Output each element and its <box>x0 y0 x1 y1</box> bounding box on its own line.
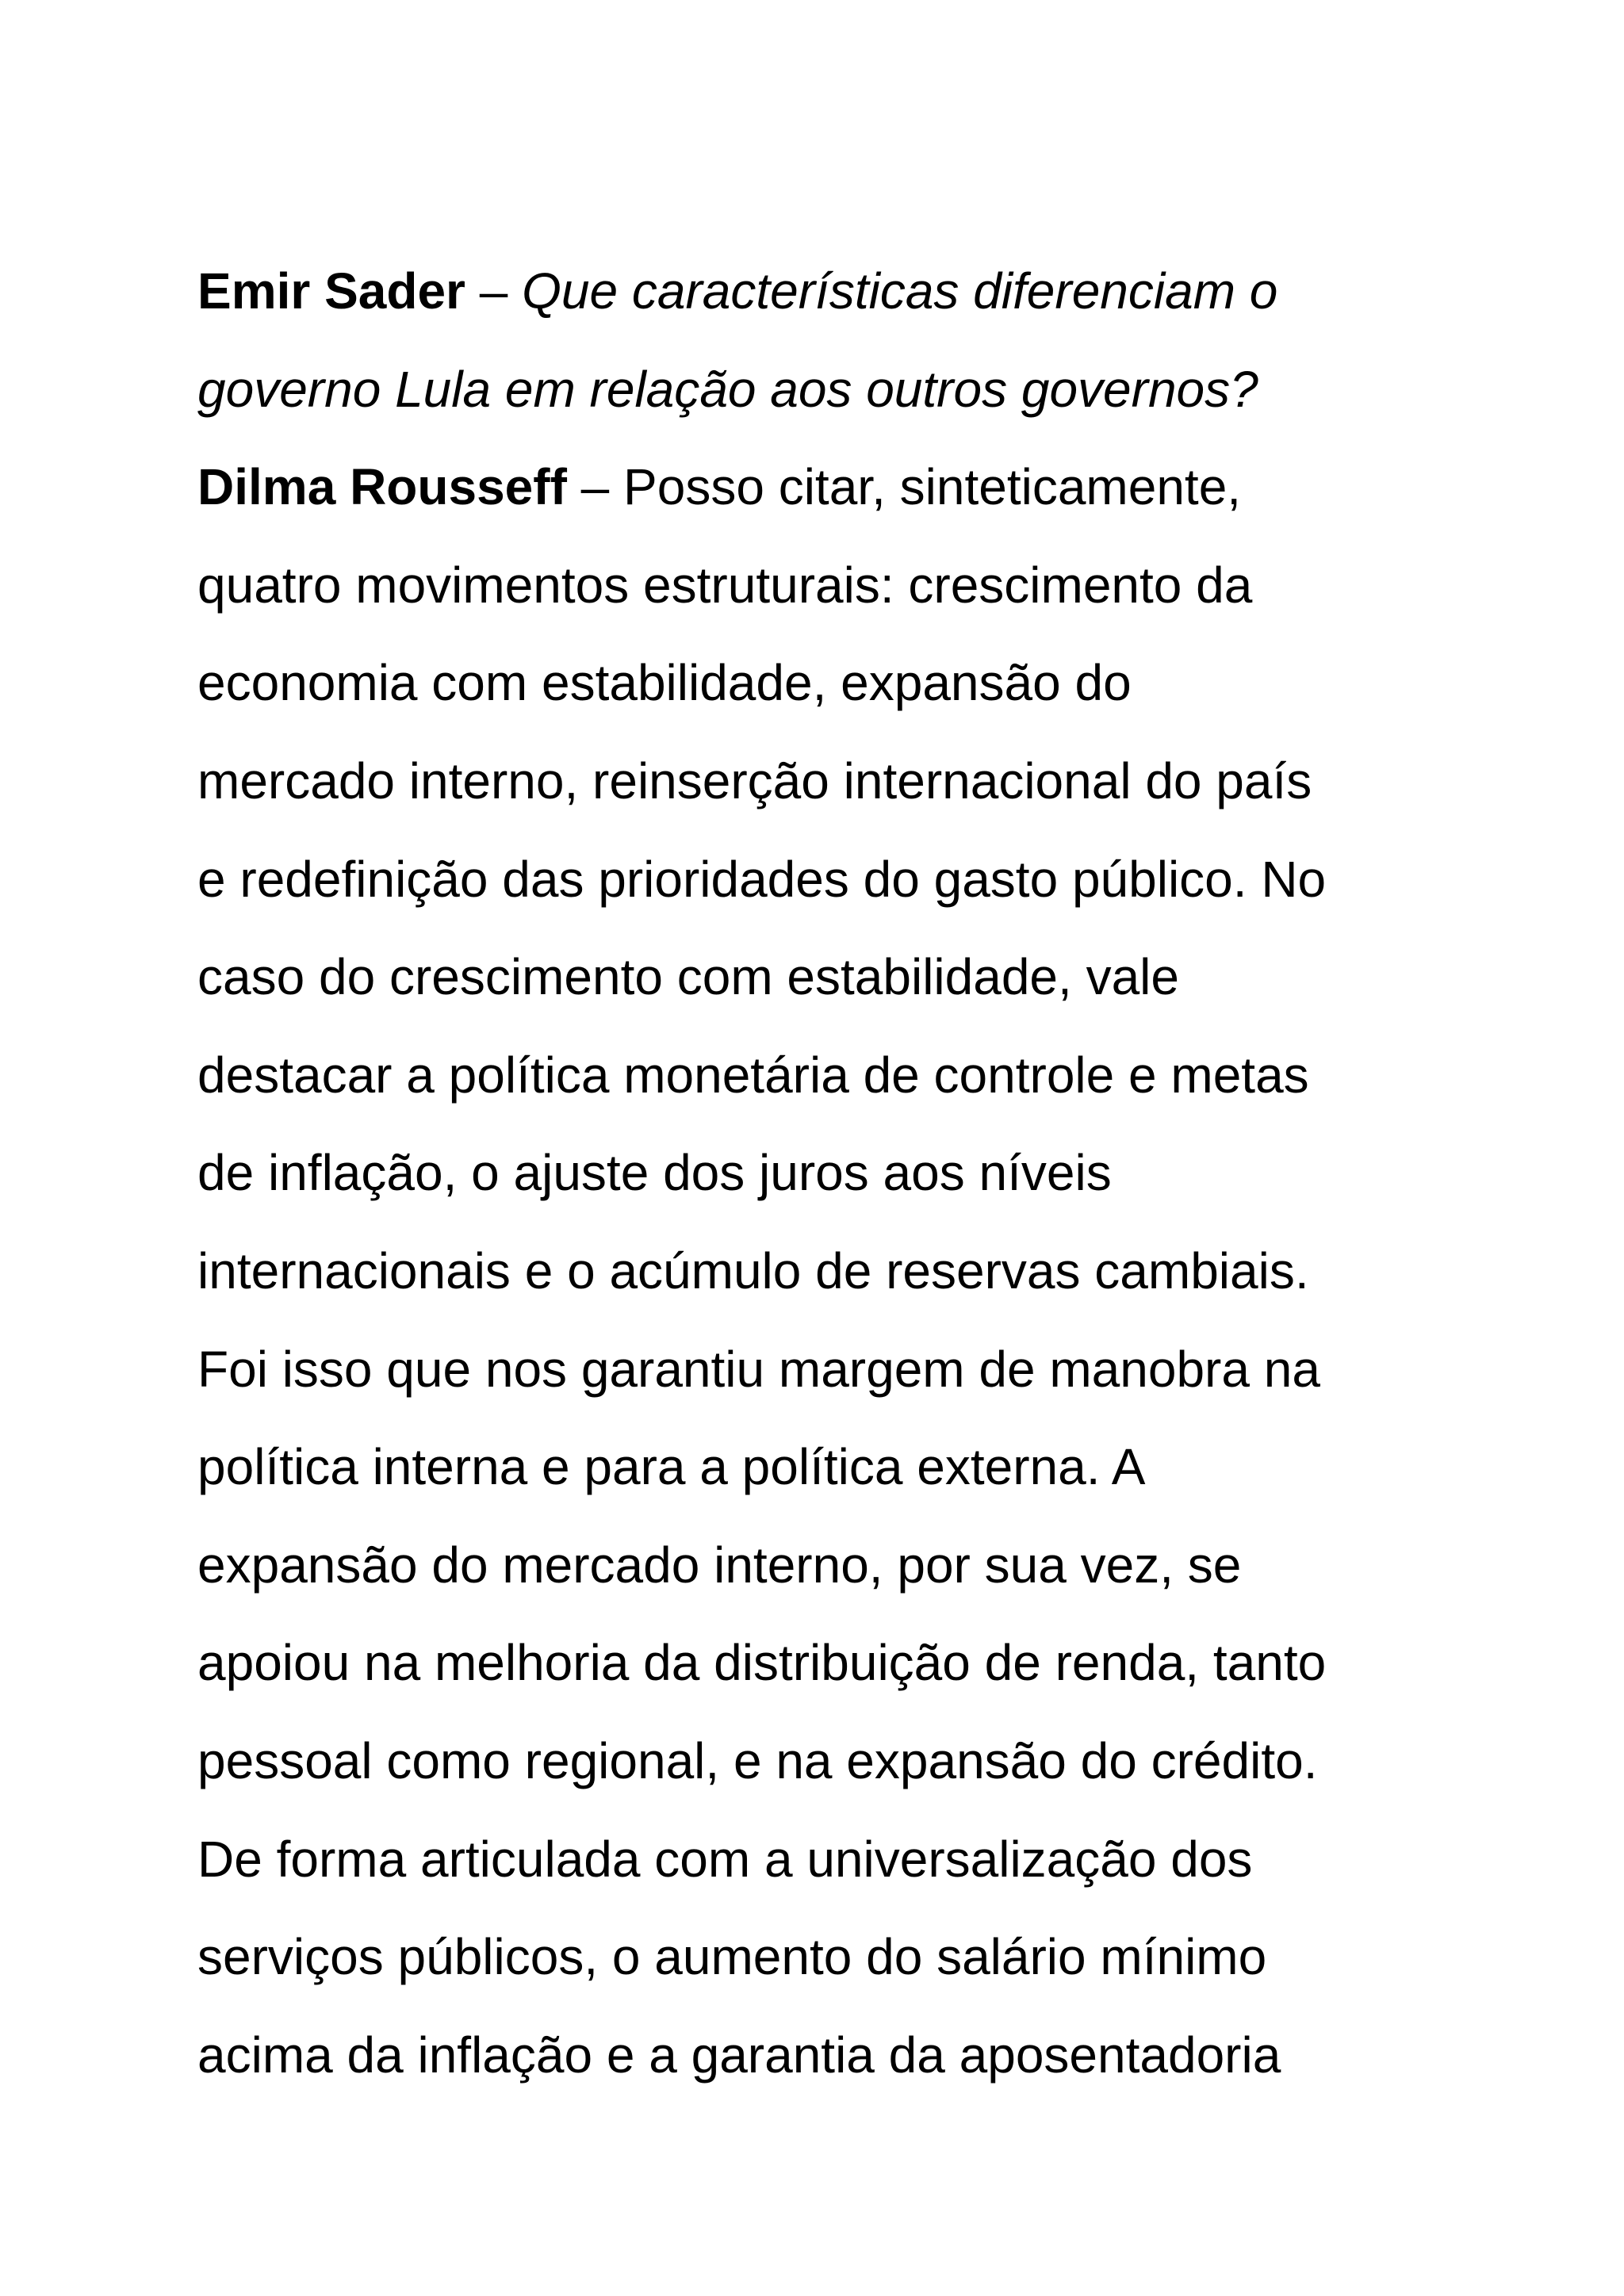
answer-line: quatro movimentos estruturais: crescimento da <box>197 556 1253 614</box>
answer-line: De forma articulada com a universalização dos <box>197 1830 1253 1888</box>
answer-text: Posso citar, sinteticamente, <box>623 458 1242 516</box>
answer-line: destacar a política monetária de controle e metas <box>197 1046 1309 1104</box>
answer-line: mercado interno, reinserção internacional do país <box>197 752 1312 809</box>
answer-line <box>197 438 1482 537</box>
answer-line: apoiou na melhoria da distribuição de renda, tanto <box>197 1634 1327 1692</box>
answer-line: e redefinição das prioridades do gasto público. No <box>197 850 1327 908</box>
interviewer-name: Emir Sader <box>197 262 465 320</box>
answer-line: acima da inflação e a garantia da aposentadoria <box>197 2026 1281 2084</box>
question-line: governo Lula em relação aos outros governos? <box>197 360 1258 418</box>
answer-line: serviços públicos, o aumento do salário mínimo <box>197 1928 1267 1986</box>
interview-text <box>197 243 1482 2104</box>
dash-separator: – <box>566 458 624 516</box>
answer-line: caso do crescimento com estabilidade, vale <box>197 948 1179 1006</box>
answer-line: expansão do mercado interno, por sua vez, se <box>197 1536 1242 1594</box>
answer-line: economia com estabilidade, expansão do <box>197 654 1132 712</box>
question-text: Que características diferenciam o <box>522 262 1278 320</box>
question-line <box>197 243 1482 341</box>
answer-line: de inflação, o ajuste dos juros aos níveis <box>197 1144 1112 1202</box>
answer-line: política interna e para a política externa. A <box>197 1438 1146 1496</box>
dash-separator: – <box>465 262 523 320</box>
answer-line: pessoal como regional, e na expansão do crédito. <box>197 1732 1318 1789</box>
respondent-name: Dilma Rousseff <box>197 458 567 516</box>
answer-line: internacionais e o acúmulo de reservas cambiais. <box>197 1242 1309 1299</box>
answer-line: Foi isso que nos garantiu margem de manobra na <box>197 1340 1320 1398</box>
